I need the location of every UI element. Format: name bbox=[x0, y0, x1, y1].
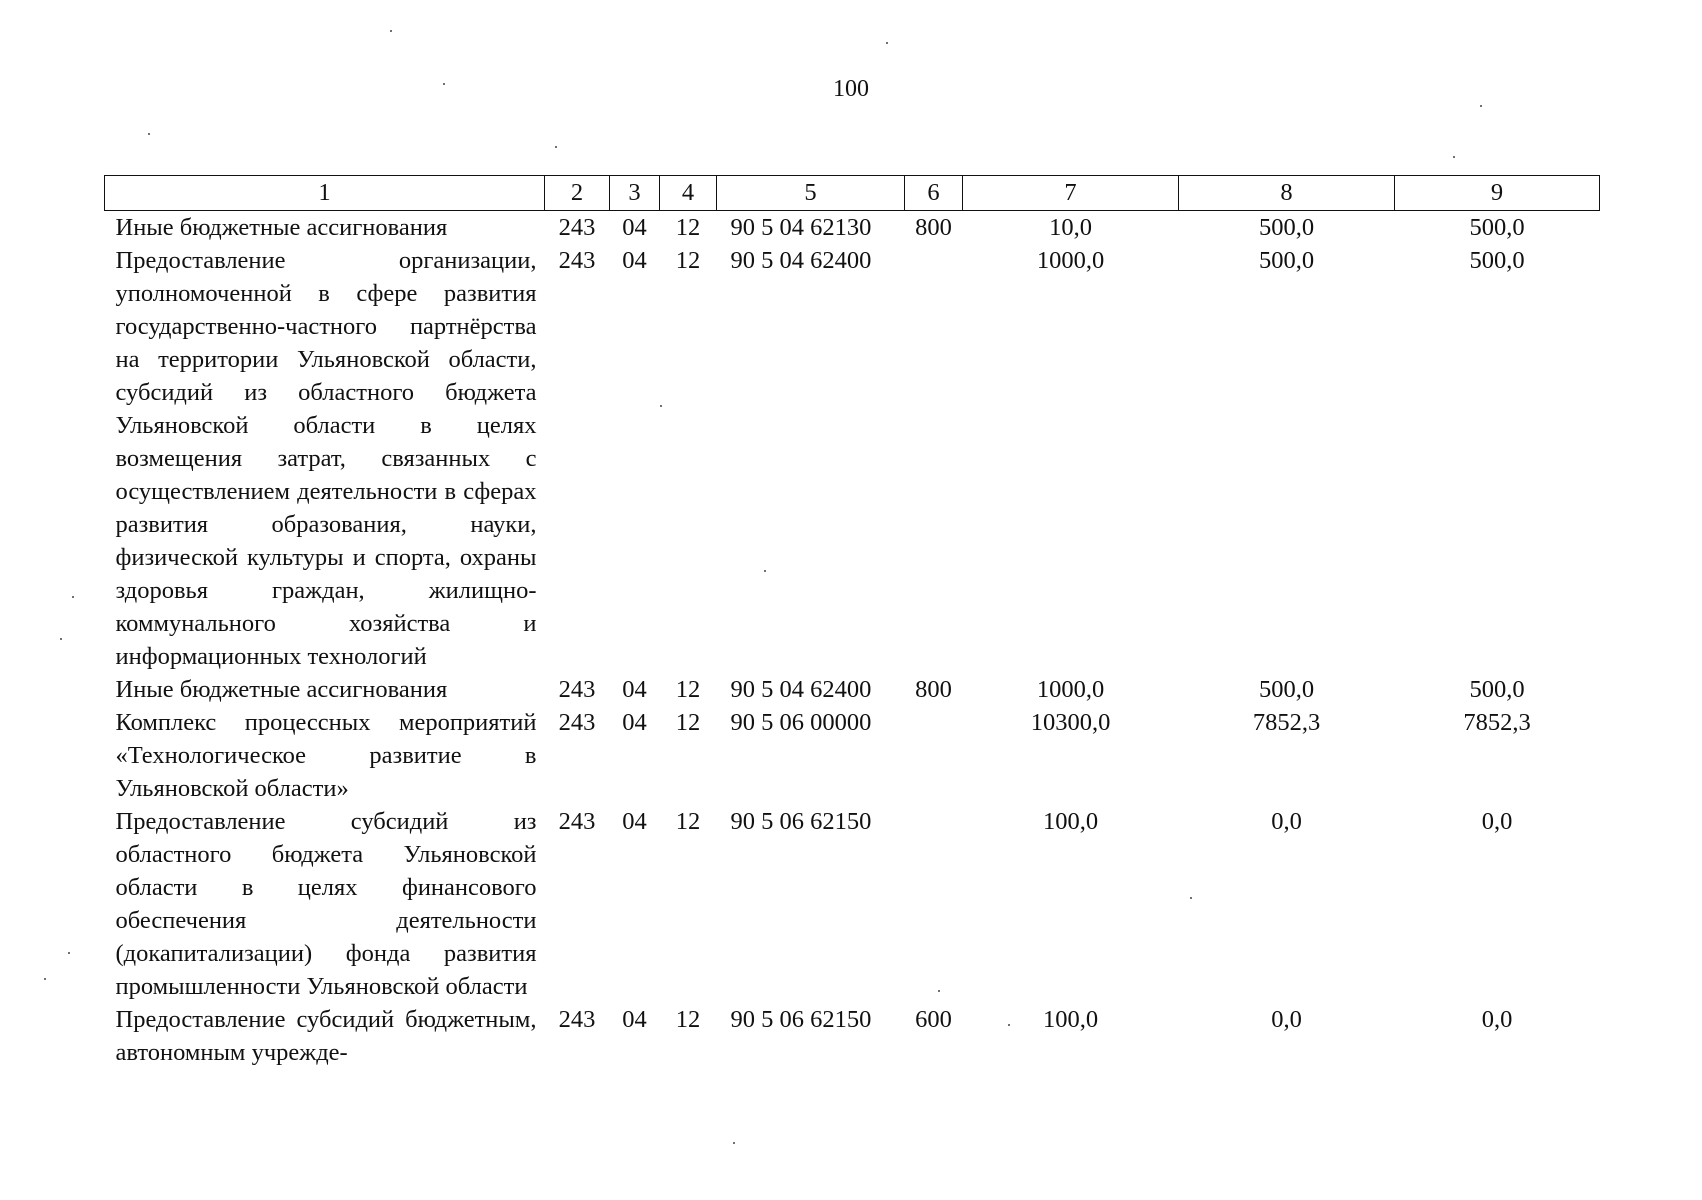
header-col-4: 4 bbox=[660, 176, 717, 211]
scan-speck bbox=[764, 570, 766, 572]
row-target-code: 90 5 04 62130 bbox=[730, 214, 872, 241]
row-ministry-code: 243 bbox=[558, 676, 596, 703]
row-name: Иные бюджетные ассигнования bbox=[115, 676, 448, 703]
scan-speck bbox=[1008, 1024, 1010, 1026]
header-col-1: 1 bbox=[105, 176, 545, 211]
header-col-8: 8 bbox=[1179, 176, 1395, 211]
row-target-code: 90 5 04 62400 bbox=[730, 247, 872, 274]
row-amount-1: 10,0 bbox=[1049, 214, 1092, 241]
row-subsection-code: 12 bbox=[675, 709, 701, 736]
scan-speck bbox=[938, 990, 940, 992]
header-col-5: 5 bbox=[717, 176, 905, 211]
row-expense-type: 600 bbox=[915, 1006, 952, 1033]
row-amount-1: 1000,0 bbox=[1036, 247, 1105, 274]
row-subsection-code: 12 bbox=[675, 676, 701, 703]
row-name: Предоставление субсидий бюджетным, автономным учрежде- bbox=[115, 1006, 537, 1066]
row-name: Предоставление организации, уполномоченной в сфере развития государственно-частного партнёрства на территории Ульяновской области, субсидий из областного бюджета Ульяновской области в целях возмещения затрат, связанных с осуществлением деятельности в сферах развития образования, науки, физической культуры и спорта, охраны здоровья граждан, жилищно-коммунального хозяйства и информационных технологий bbox=[115, 247, 537, 670]
header-col-3: 3 bbox=[610, 176, 660, 211]
row-section-code: 04 bbox=[622, 1006, 647, 1033]
row-amount-2: 7852,3 bbox=[1252, 709, 1321, 736]
header-col-6: 6 bbox=[905, 176, 963, 211]
table-row bbox=[105, 805, 1600, 1003]
row-expense-type: 800 bbox=[915, 676, 952, 703]
scan-speck bbox=[72, 596, 74, 598]
row-amount-2: 0,0 bbox=[1271, 1006, 1302, 1033]
row-subsection-code: 12 bbox=[675, 1006, 701, 1033]
scan-speck bbox=[44, 978, 46, 980]
row-amount-2: 500,0 bbox=[1258, 676, 1315, 703]
scan-speck bbox=[390, 30, 392, 32]
row-target-code: 90 5 04 62400 bbox=[730, 676, 872, 703]
row-section-code: 04 bbox=[622, 808, 647, 835]
row-target-code: 90 5 06 00000 bbox=[730, 709, 872, 736]
row-expense-type bbox=[905, 805, 963, 1003]
header-col-2: 2 bbox=[545, 176, 610, 211]
row-section-code: 04 bbox=[622, 676, 647, 703]
scan-speck bbox=[68, 952, 70, 954]
row-amount-3: 500,0 bbox=[1469, 214, 1525, 241]
row-name: Комплекс процессных мероприятий «Технологическое развитие в Ульяновской области» bbox=[115, 709, 537, 802]
scan-speck bbox=[555, 146, 557, 148]
row-amount-2: 0,0 bbox=[1271, 808, 1302, 835]
scan-speck bbox=[1190, 897, 1192, 899]
row-target-code: 90 5 06 62150 bbox=[730, 1006, 872, 1033]
row-subsection-code: 12 bbox=[675, 808, 701, 835]
table-row bbox=[105, 673, 1600, 706]
row-expense-type bbox=[905, 706, 963, 805]
row-subsection-code: 12 bbox=[675, 214, 701, 241]
scan-speck bbox=[733, 1142, 735, 1144]
row-ministry-code: 243 bbox=[558, 1006, 596, 1033]
row-ministry-code: 243 bbox=[558, 247, 596, 274]
row-amount-2: 500,0 bbox=[1258, 247, 1315, 274]
row-amount-2: 500,0 bbox=[1258, 214, 1315, 241]
row-ministry-code: 243 bbox=[558, 808, 596, 835]
row-ministry-code: 243 bbox=[558, 709, 596, 736]
row-amount-3: 500,0 bbox=[1469, 247, 1525, 274]
row-amount-1: 10300,0 bbox=[1030, 709, 1111, 736]
row-subsection-code: 12 bbox=[675, 247, 701, 274]
row-ministry-code: 243 bbox=[558, 214, 596, 241]
table-row bbox=[105, 211, 1600, 245]
scan-speck bbox=[886, 42, 888, 44]
row-amount-3: 0,0 bbox=[1481, 1006, 1513, 1033]
scan-speck bbox=[1453, 156, 1455, 158]
row-amount-3: 0,0 bbox=[1481, 808, 1513, 835]
row-amount-1: 100,0 bbox=[1042, 808, 1099, 835]
header-col-7: 7 bbox=[963, 176, 1179, 211]
table-row bbox=[105, 706, 1600, 805]
row-expense-type: 800 bbox=[915, 214, 952, 241]
table-row bbox=[105, 1003, 1600, 1069]
scan-speck bbox=[148, 133, 150, 135]
page-number: 100 bbox=[833, 76, 869, 102]
table-row bbox=[105, 244, 1600, 673]
row-expense-type bbox=[905, 244, 963, 673]
budget-table bbox=[104, 175, 1600, 1069]
row-amount-3: 500,0 bbox=[1469, 676, 1525, 703]
row-target-code: 90 5 06 62150 bbox=[730, 808, 872, 835]
row-amount-1: 1000,0 bbox=[1036, 676, 1105, 703]
scan-speck bbox=[443, 83, 445, 85]
row-name: Предоставление субсидий из областного бюджета Ульяновской области в целях финансового обеспечения деятельности (докапитализации) фонда развития промышленности Ульяновской области bbox=[115, 808, 537, 1000]
scan-speck bbox=[1480, 105, 1482, 107]
scan-speck bbox=[660, 405, 662, 407]
table-header-row bbox=[105, 176, 1600, 211]
row-section-code: 04 bbox=[622, 709, 647, 736]
row-amount-1: 100,0 bbox=[1042, 1006, 1099, 1033]
header-col-9: 9 bbox=[1395, 176, 1600, 211]
row-section-code: 04 bbox=[622, 247, 647, 274]
row-name: Иные бюджетные ассигнования bbox=[115, 214, 448, 241]
scan-speck bbox=[60, 638, 62, 640]
row-section-code: 04 bbox=[622, 214, 647, 241]
row-amount-3: 7852,3 bbox=[1463, 709, 1531, 736]
